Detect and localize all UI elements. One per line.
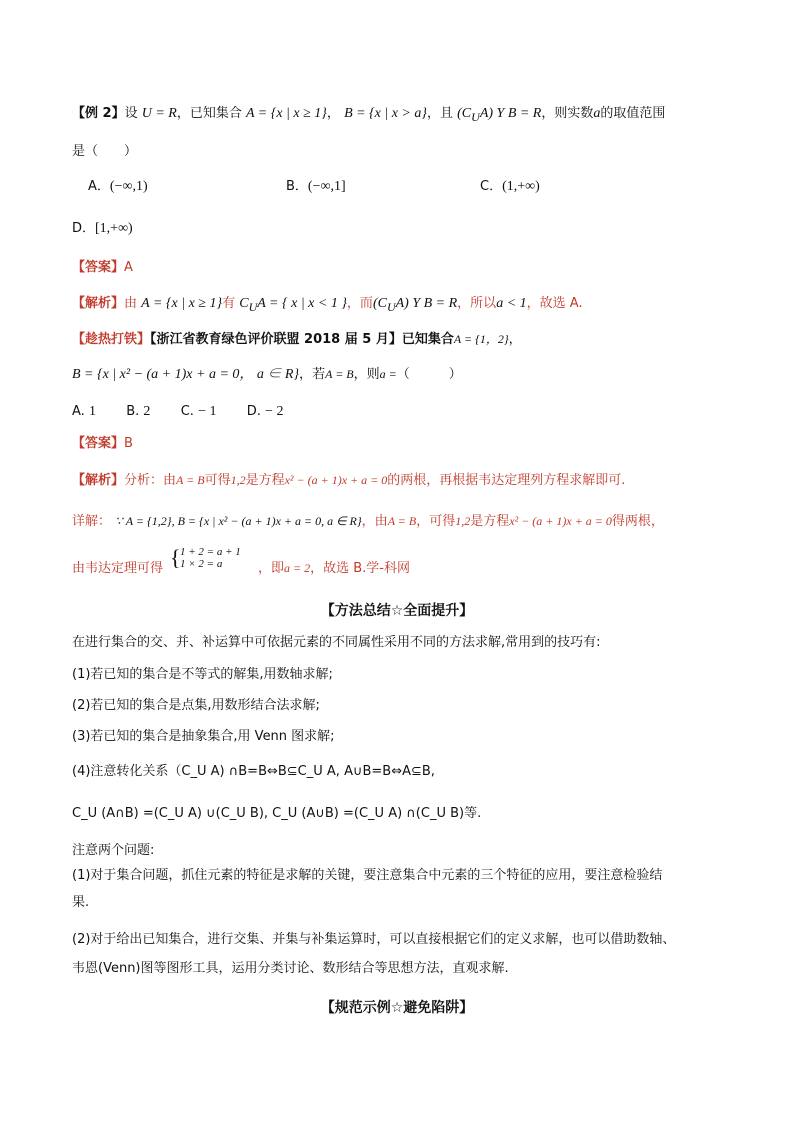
example2-label: 【例 2】 (72, 106, 125, 121)
drill-analysis: 【解析】分析：由A = B可得1,2是方程x² − (a + 1)x + a = 0的两根，再根据韦达定理列方程求解即可. (72, 473, 626, 488)
drill-option-b: B. 2 (126, 404, 151, 419)
drill-options (72, 405, 283, 419)
vieta-eq2: 1 × 2 = a (180, 557, 223, 570)
q-tail2: 的取值范围 (600, 106, 666, 121)
method-item4: (4)注意转化关系（C_U A) ∩B=B⇔B⊆C_U A, A∪B=B⇔A⊆B, (72, 764, 435, 779)
method-item3: (3)若已知的集合是抽象集合,用 Venn 图求解; (72, 729, 335, 744)
notice-1b: 果. (72, 895, 90, 910)
drill-question-line2: B = {x | x² − (a + 1)x + a = 0， a ∈ R}，若A = B，则a =（ ） (72, 367, 462, 382)
example2-question-line2: 是（ ） (72, 144, 138, 159)
q-tail: ，则实数 (541, 106, 594, 121)
method-title: 【方法总结☆全面提升】 (320, 603, 474, 619)
drill-option-c: C. − 1 (180, 404, 217, 419)
notice-2: (2)对于给出已知集合，进行交集、并集与补集运算时，可以直接根据它们的定义求解，也可以借助数轴、 (72, 932, 676, 947)
example2-answer: 【答案】A (72, 260, 133, 275)
standard-title: 【规范示例☆避免陷阱】 (320, 1000, 474, 1016)
drill-vieta-tail: ，即a = 2，故选 B.学-科网 (258, 561, 410, 576)
example2-analysis: 【解析】由 A = {x | x ≥ 1}有 $C_UA$ = { x | x < 1 }，而$(C_UA)$ Y B = R，所以a < 1，故选 A. (72, 296, 583, 314)
drill-answer: 【答案】B (72, 436, 133, 451)
drill-detail: 详解： ∵ A = {1,2}, B = {x | x² − (a + 1)x + a = 0, a ∈ R}，由A = B，可得1,2是方程x² − (a + 1)x + a = 0得两根， (72, 514, 664, 529)
q-a: a (593, 106, 601, 121)
q-pre: 设 (124, 106, 138, 121)
q-setA: A = {x | x ≥ 1} (246, 106, 327, 121)
notice-title: 注意两个问题: (72, 843, 155, 858)
drill-option-d: D. − 2 (246, 404, 284, 419)
example2-option-b: B．(−∞,1] (286, 179, 346, 194)
q-u: U = R (141, 106, 177, 121)
vieta-brace: { (170, 545, 181, 570)
vieta-eq1: 1 + 2 = a + 1 (180, 546, 241, 558)
example2-option-d: D．[1,+∞) (72, 221, 133, 236)
method-item1: (1)若已知的集合是不等式的解集,用数轴求解; (72, 667, 333, 682)
q-and: ，且 (426, 106, 453, 121)
q-comma: ， (326, 106, 340, 121)
example2-question-line1 (72, 107, 665, 123)
drill-vieta-lead: 由韦达定理可得 (72, 561, 164, 576)
drill-header: 【趁热打铁】【浙江省教育绿色评价联盟 2018 届 5 月】已知集合A = {1，2}， (72, 332, 522, 347)
q-known: ，已知集合 (176, 106, 242, 121)
q-cond: $(C_UA)$ Y B = R (457, 106, 542, 124)
drill-option-a: A. 1 (72, 404, 96, 419)
notice-2b: 韦恩(Venn)图等图形工具，运用分类讨论、数形结合等思想方法，直观求解. (72, 961, 509, 976)
example2-option-c: C．(1,+∞) (480, 179, 540, 194)
vieta-system (180, 547, 241, 570)
method-intro: 在进行集合的交、并、补运算中可依据元素的不同属性采用不同的方法求解,常用到的技巧有: (72, 635, 601, 650)
q-setB: B = {x | x > a} (344, 106, 427, 121)
notice-1: (1)对于集合问题，抓住元素的特征是求解的关键，要注意集合中元素的三个特征的应用，要注意检验结 (72, 868, 663, 883)
method-item2: (2)若已知的集合是点集,用数形结合法求解; (72, 698, 320, 713)
method-item4b: C_U (A∩B) =(C_U A) ∪(C_U B), C_U (A∪B) =(C_U A) ∩(C_U B)等. (72, 806, 482, 821)
example2-option-a: A．(−∞,1) (88, 179, 148, 194)
